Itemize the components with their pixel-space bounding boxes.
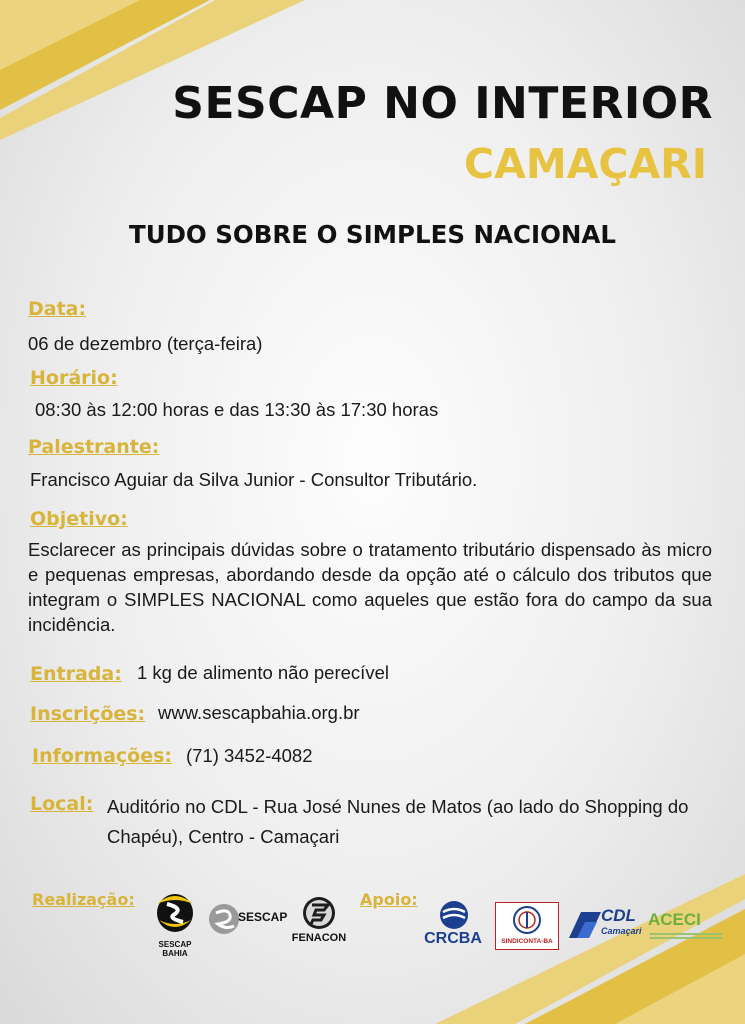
cdl-subtext: Camaçari [601,926,642,936]
event-subtitle: TUDO SOBRE O SIMPLES NACIONAL [128,220,617,249]
aceci-logo [648,908,728,942]
data-label: Data: [28,298,87,320]
horario-label: Horário: [30,367,118,389]
sindiconta-icon [512,905,542,935]
palestrante-label: Palestrante: [28,436,160,458]
cdl-icon [567,910,603,940]
sindiconta-text: SINDICONTA-BA [501,938,553,945]
entrada-value: 1 kg de alimento não perecível [137,662,389,683]
local-value: Auditório no CDL - Rua José Nunes de Matos (ao lado do Shopping do Chapéu), Centro - Camaçari [107,796,689,847]
cdl-logo [567,906,643,942]
palestrante-value: Francisco Aguiar da Silva Junior - Consultor Tributário. [30,469,478,490]
aceci-text: ACECI [648,910,701,929]
sindiconta-logo [495,902,559,950]
entrada-label: Entrada: [30,663,122,685]
sescap-logo [208,900,286,940]
event-city: CAMAÇARI [464,140,707,188]
inscricoes-label: Inscrições: [30,703,146,725]
event-title: SESCAP NO INTERIOR [172,78,713,129]
aceci-line-1 [650,933,722,935]
horario-value: 08:30 às 12:00 horas e das 13:30 às 17:30 horas [35,399,439,420]
informacoes-phone: (71) 3452-4082 [186,745,313,766]
sescap-text: SESCAP [238,910,288,924]
fenacon-logo [286,896,352,948]
crcba-logo [423,900,483,950]
fenacon-text: FENACON [291,932,347,944]
sescap-icon [208,902,240,936]
apoio-label: Apoio: [360,890,418,909]
data-value: 06 de dezembro (terça-feira) [28,333,263,354]
realizacao-label: Realização: [32,890,135,909]
local-label: Local: [30,793,94,815]
aceci-line-2 [650,937,722,939]
crcba-icon [439,900,469,930]
objetivo-label: Objetivo: [30,508,128,530]
objetivo-value: Esclarecer as principais dúvidas sobre o tratamento tributário dispensado às micro e pequenas empresas, abordando desde da opção até o cálculo dos tributos que integram o SIMPLES NACIONAL como aqueles que estão fora do campo da sua incidência. [28,539,712,635]
sescap-bahia-icon [145,890,205,936]
informacoes-label: Informações: [32,745,173,767]
fenacon-icon [302,896,336,930]
sescap-bahia-text: SESCAP BAHIA [158,940,192,958]
cdl-text: CDL [601,906,636,925]
inscricoes-link[interactable]: www.sescapbahia.org.br [158,702,360,723]
crcba-text: CRCBA [424,930,482,947]
sescap-bahia-logo [145,890,205,958]
